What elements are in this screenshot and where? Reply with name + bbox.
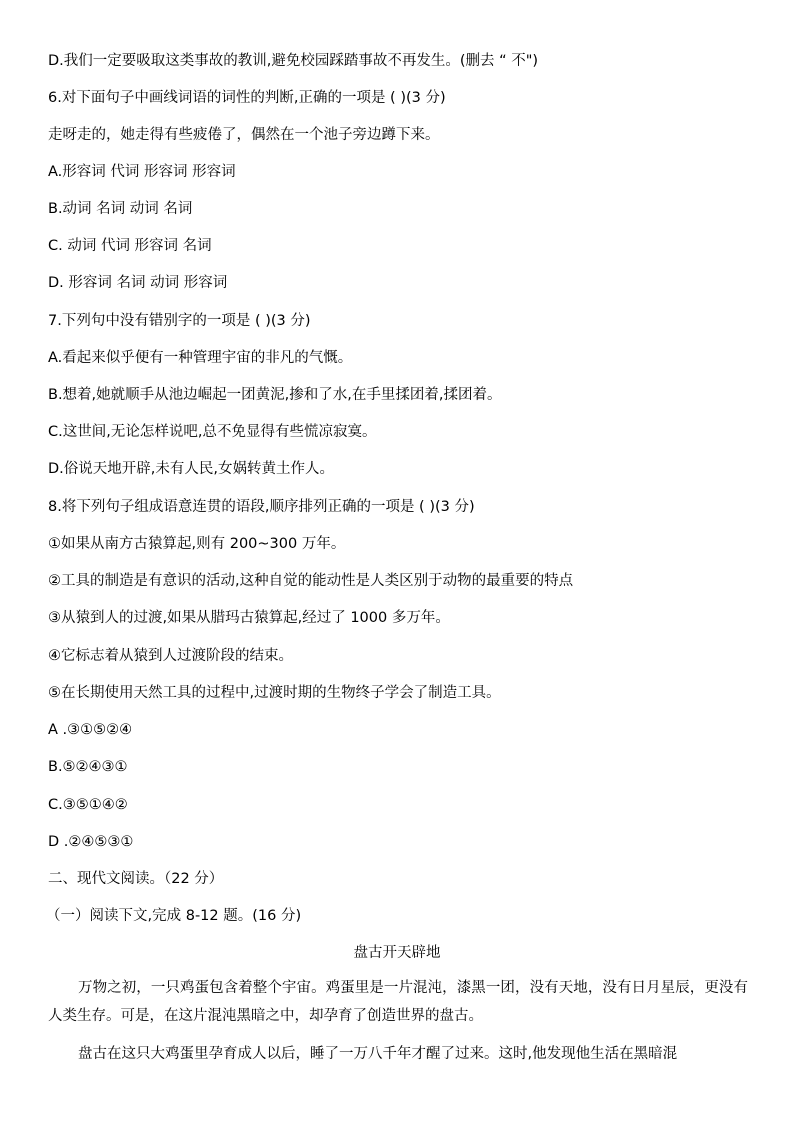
q6-option-d: D. 形容词 名词 动词 形容词 (48, 275, 228, 291)
article-paragraph-1: 万物之初，一只鸡蛋包含着整个宇宙。鸡蛋里是一片混沌，漆黑一团，没有天地，没有日月星辰，更没有人类生存。可是，在这片混沌黑暗之中，却孕育了创造世界的盘古。 (48, 980, 748, 1024)
article-paragraph-2: 盘古在这只大鸡蛋里孕育成人以后，睡了一万八千年才醒了过来。这时,他发现他生活在黑暗混 (78, 1046, 678, 1062)
q8-option-d: D .②④⑤③① (48, 834, 134, 850)
question-7: 7.下列句中没有错别字的一项是 ( )(3 分) (48, 313, 311, 329)
reading-instruction: （一）阅读下文,完成 8-12 题。(16 分) (46, 908, 302, 924)
q8-sentence-3: ③从猿到人的过渡,如果从腊玛古猿算起,经过了 1000 多万年。 (48, 610, 450, 626)
q8-sentence-5: ⑤在长期使用天然工具的过程中,过渡时期的生物终子学会了制造工具。 (48, 685, 501, 701)
q8-sentence-4: ④它标志着从猿到人过渡阶段的结束。 (48, 648, 293, 664)
q8-option-c: C.③⑤①④② (48, 797, 128, 813)
q6-option-b: B.动词 名词 动词 名词 (48, 201, 193, 217)
q8-option-b: B.⑤②④③① (48, 759, 128, 775)
q7-option-b: B.想着,她就顺手从池边崛起一团黄泥,掺和了水,在手里揉团着,揉团着。 (48, 387, 502, 403)
q7-option-c: C.这世间,无论怎样说吧,总不免显得有些慌凉寂寞。 (48, 424, 377, 440)
q8-option-a: A .③①⑤②④ (48, 722, 133, 738)
q7-option-d: D.俗说天地开辟,未有人民,女娲转黄土作人。 (48, 461, 334, 477)
section-heading-2: 二、现代文阅读。（22 分） (48, 871, 224, 887)
option-d-q5: D.我们一定要吸取这类事故的教训,避免校园踩踏事故不再发生。(删去 “ 不") (48, 53, 539, 69)
question-6: 6.对下面句子中画线词语的词性的判断,正确的一项是 ( )(3 分) (48, 90, 446, 106)
q7-option-a: A.看起来似乎便有一种管理宇宙的非凡的气慨。 (48, 350, 353, 366)
q8-sentence-2: ②工具的制造是有意识的活动,这种自觉的能动性是人类区别于动物的最重要的特点 (48, 573, 574, 589)
q6-option-a: A.形容词 代词 形容词 形容词 (48, 164, 236, 180)
q6-option-c: C. 动词 代词 形容词 名词 (48, 238, 212, 254)
q8-sentence-1: ①如果从南方古猿算起,则有 200~300 万年。 (48, 536, 346, 552)
question-8: 8.将下列句子组成语意连贯的语段,顺序排列正确的一项是 ( )(3 分) (48, 499, 475, 515)
question-6-sentence: 走呀走的，她走得有些疲倦了，偶然在一个池子旁边蹲下来。 (48, 127, 440, 143)
article-title: 盘古开天辟地 (353, 945, 441, 961)
